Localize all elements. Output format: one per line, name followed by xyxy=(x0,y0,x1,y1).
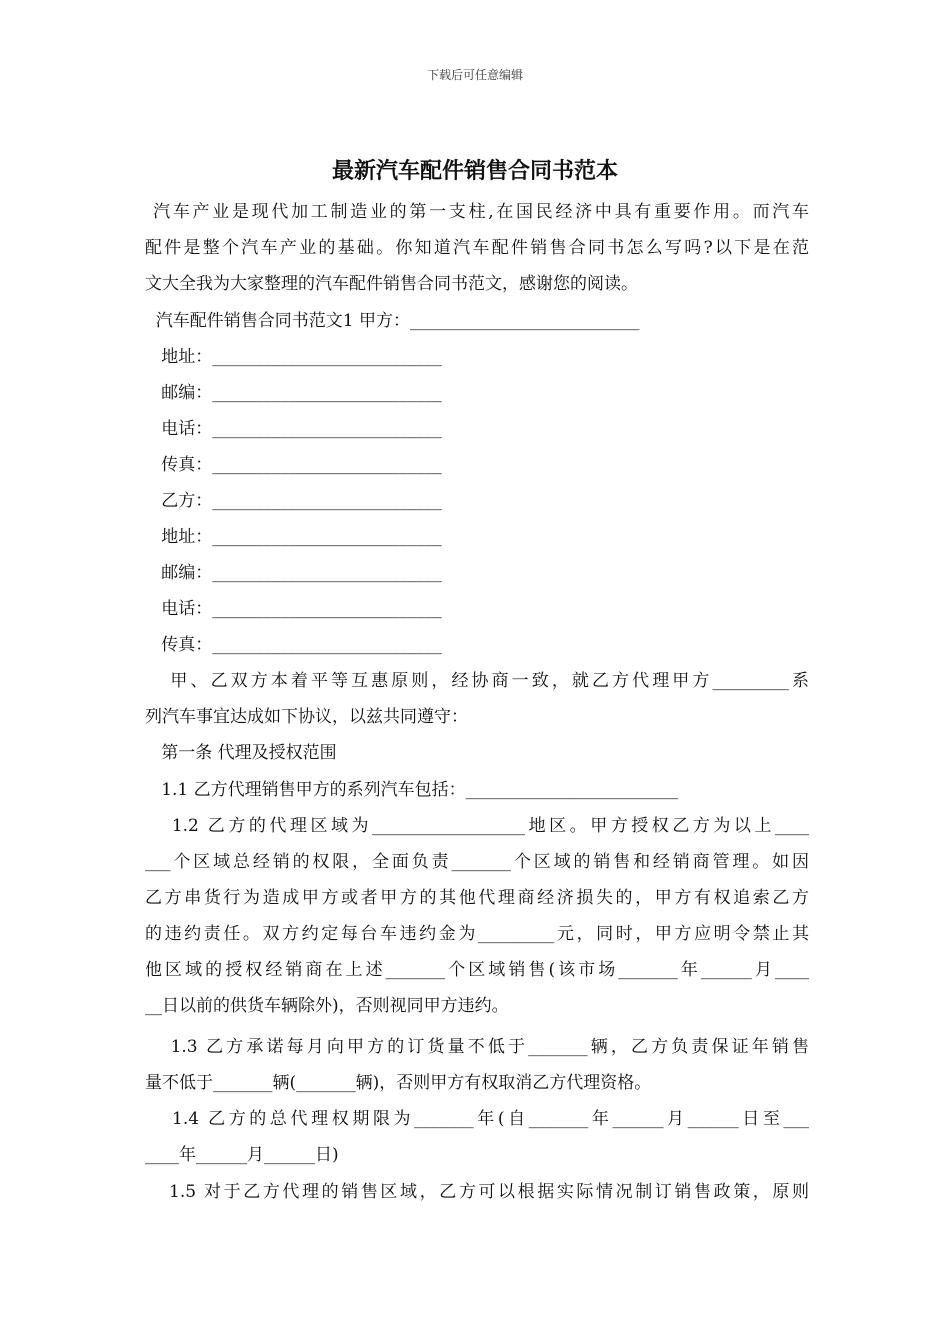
form-field-postcode: 邮编：___________________________ xyxy=(145,383,442,403)
page-header: 下载后可任意编辑 xyxy=(426,68,523,82)
form-field-fax: 传真：___________________________ xyxy=(145,635,442,655)
document-title: 最新汽车配件销售合同书范本 xyxy=(331,159,618,184)
form-field-address: 地址：___________________________ xyxy=(145,527,442,547)
section-heading: 第一条 代理及授权范围 xyxy=(145,743,337,763)
form-field-party-b: 乙方：___________________________ xyxy=(145,491,442,511)
clause-line: 乙方串货行为造成甲方或者甲方的其他代理商经济损失的，甲方有权追索乙方 xyxy=(145,888,809,908)
clause-line: ___个区域总经销的权限，全面负责_______个区域的销售和经销商管理。如因 xyxy=(145,852,809,872)
paragraph-line: 文大全我为大家整理的汽车配件销售合同书范文，感谢您的阅读。 xyxy=(145,274,638,294)
clause-line: 1.4 乙方的总代理权期限为_______年(自_______年______月______日至___ xyxy=(145,1109,809,1129)
clause-line: ____年______月______日) xyxy=(145,1145,339,1165)
clause-line: 量不低于_______辆(_______辆)，否则甲方有权取消乙方代理资格。 xyxy=(145,1073,652,1093)
clause-line: 的违约责任。双方约定每台车违约金为_________元，同时，甲方应明令禁止其 xyxy=(145,924,809,944)
form-field-fax: 传真：___________________________ xyxy=(145,455,442,475)
clause-line: 1.3 乙方承诺每月向甲方的订货量不低于_______辆，乙方负责保证年销售 xyxy=(145,1037,809,1057)
clause-line: 1.5 对于乙方代理的销售区域，乙方可以根据实际情况制订销售政策，原则 xyxy=(145,1182,809,1202)
paragraph-line: 配件是整个汽车产业的基础。你知道汽车配件销售合同书怎么写吗?以下是在范 xyxy=(145,238,809,258)
clause-line: 1.2 乙方的代理区域为__________________地区。甲方授权乙方为以上____ xyxy=(145,816,809,836)
form-field-phone: 电话：___________________________ xyxy=(145,419,442,439)
clause-line: 他区域的授权经销商在上述_______个区域销售(该市场_______年______月____ xyxy=(145,960,809,980)
clause-line: 1.1 乙方代理销售甲方的系列汽车包括：_________________________ xyxy=(145,780,679,800)
paragraph-line: 甲、乙双方本着平等互惠原则，经协商一致，就乙方代理甲方_________系 xyxy=(145,671,809,691)
form-field-phone: 电话：___________________________ xyxy=(145,599,442,619)
form-field-postcode: 邮编：___________________________ xyxy=(145,563,442,583)
clause-line: __日以前的供货车辆除外)，否则视同甲方违约。 xyxy=(145,996,509,1016)
paragraph-line: 汽车产业是现代加工制造业的第一支柱,在国民经济中具有重要作用。而汽车 xyxy=(145,202,809,222)
paragraph-line: 列汽车事宜达成如下协议，以兹共同遵守： xyxy=(145,707,468,727)
contract-party-a-line: 汽车配件销售合同书范文1 甲方：___________________________ xyxy=(145,311,640,331)
form-field-address: 地址：___________________________ xyxy=(145,347,442,367)
